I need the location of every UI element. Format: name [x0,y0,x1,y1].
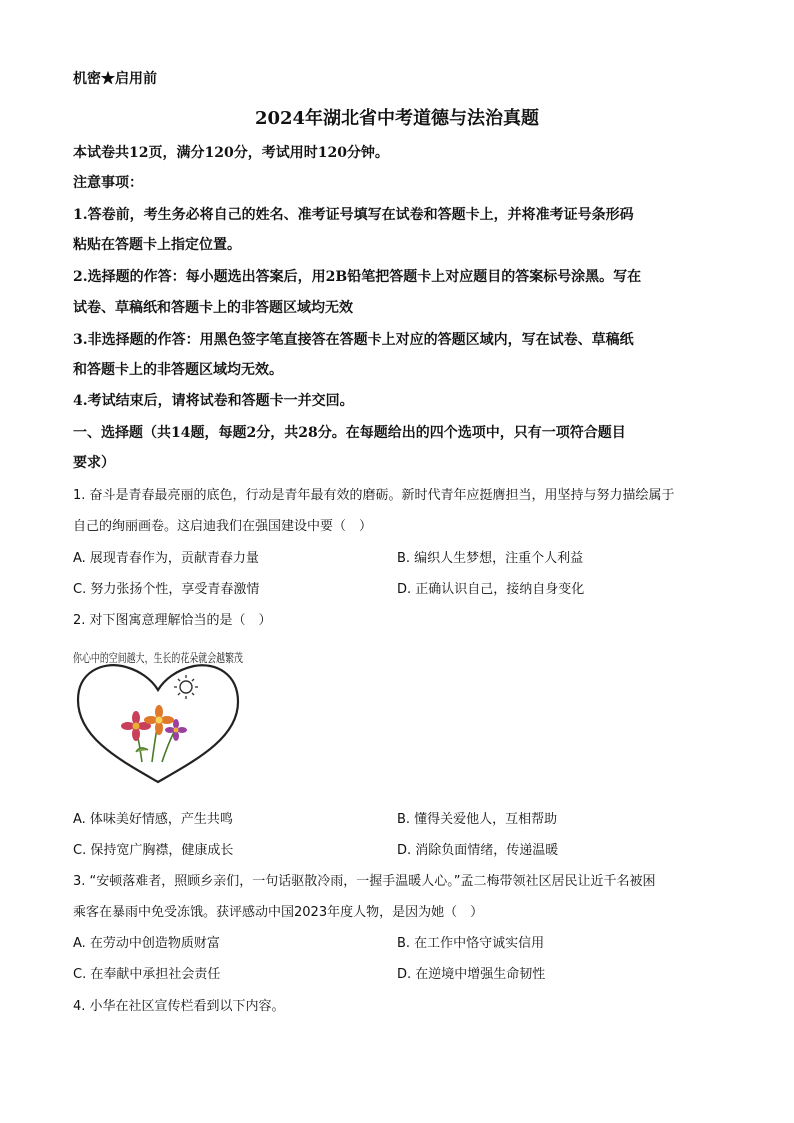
q1-stem-line-1: 1. 奋斗是青春最亮丽的底色，行动是青年最有效的磨砺。新时代青年应挺膺担当，用坚持与努力描绘属于 [73,488,675,503]
q2-option-c[interactable]: C. 保持宽广胸襟，健康成长 [73,843,234,858]
flower-bouquet-icon [121,705,187,762]
q3-option-c[interactable]: C. 在奉献中承担社会责任 [73,967,221,982]
q3-option-d[interactable]: D. 在逆境中增强生命韧性 [397,967,546,982]
q3-stem-line-2: 乘客在暴雨中免受冻饿。获评感动中国2023年度人物，是因为她（ ） [73,905,484,920]
q3-option-b[interactable]: B. 在工作中恪守诚实信用 [397,936,545,951]
q1-option-c[interactable]: C. 努力张扬个性，享受青春激情 [73,582,260,597]
notice-heading: 注意事项： [73,175,143,191]
heart-flower-illustration [70,642,301,792]
notice-item-2-line-1: 2.选择题的作答：每小题选出答案后，用2B铅笔把答题卡上对应题目的答案标号涂黑。写在 [73,269,642,285]
secret-label: 机密★启用前 [73,71,157,87]
q2-option-d[interactable]: D. 消除负面情绪，传递温暖 [397,843,559,858]
q1-stem-line-2: 自己的绚丽画卷。这启迪我们在强国建设中要（ ） [73,519,373,534]
notice-item-1-line-1: 1.答卷前，考生务必将自己的姓名、准考证号填写在试卷和答题卡上，并将准考证号条形码 [73,207,634,223]
notice-item-3-line-2: 和答题卡上的非答题区域均无效。 [73,362,283,378]
q3-option-a[interactable]: A. 在劳动中创造物质财富 [73,936,220,951]
sun-icon [174,675,198,699]
q4-stem: 4. 小华在社区宣传栏看到以下内容。 [73,999,285,1014]
q2-cartoon-figure [70,642,301,792]
exam-info: 本试卷共12页，满分120分，考试用时120分钟。 [73,145,389,161]
q3-stem-line-1: 3. “安顿落难者，照顾乡亲们，一句话驱散冷雨，一握手温暖人心。”孟二梅带领社区居民让近千名被困 [73,874,656,889]
cartoon-caption: 你心中的空间越大，生长的花朵就会越繁茂 [73,651,301,665]
q2-stem: 2. 对下图寓意理解恰当的是（ ） [73,613,272,628]
q1-option-d[interactable]: D. 正确认识自己，接纳自身变化 [397,582,585,597]
section-heading-line-1: 一、选择题（共14题，每题2分，共28分。在每题给出的四个选项中，只有一项符合题目 [73,425,626,441]
page-title: 2024年湖北省中考道德与法治真题 [254,108,540,129]
q2-option-a[interactable]: A. 体味美好情感，产生共鸣 [73,812,233,827]
section-heading-line-2: 要求） [73,455,115,471]
q2-option-b[interactable]: B. 懂得关爱他人，互相帮助 [397,812,558,827]
notice-item-4: 4.考试结束后，请将试卷和答题卡一并交回。 [73,393,354,409]
notice-item-2-line-2: 试卷、草稿纸和答题卡上的非答题区域均无效 [73,300,353,316]
q1-option-b[interactable]: B. 编织人生梦想，注重个人利益 [397,551,584,566]
q1-option-a[interactable]: A. 展现青春作为，贡献青春力量 [73,551,259,566]
notice-item-1-line-2: 粘贴在答题卡上指定位置。 [73,237,241,253]
notice-item-3-line-1: 3.非选择题的作答：用黑色签字笔直接答在答题卡上对应的答题区域内，写在试卷、草稿纸 [73,332,634,348]
